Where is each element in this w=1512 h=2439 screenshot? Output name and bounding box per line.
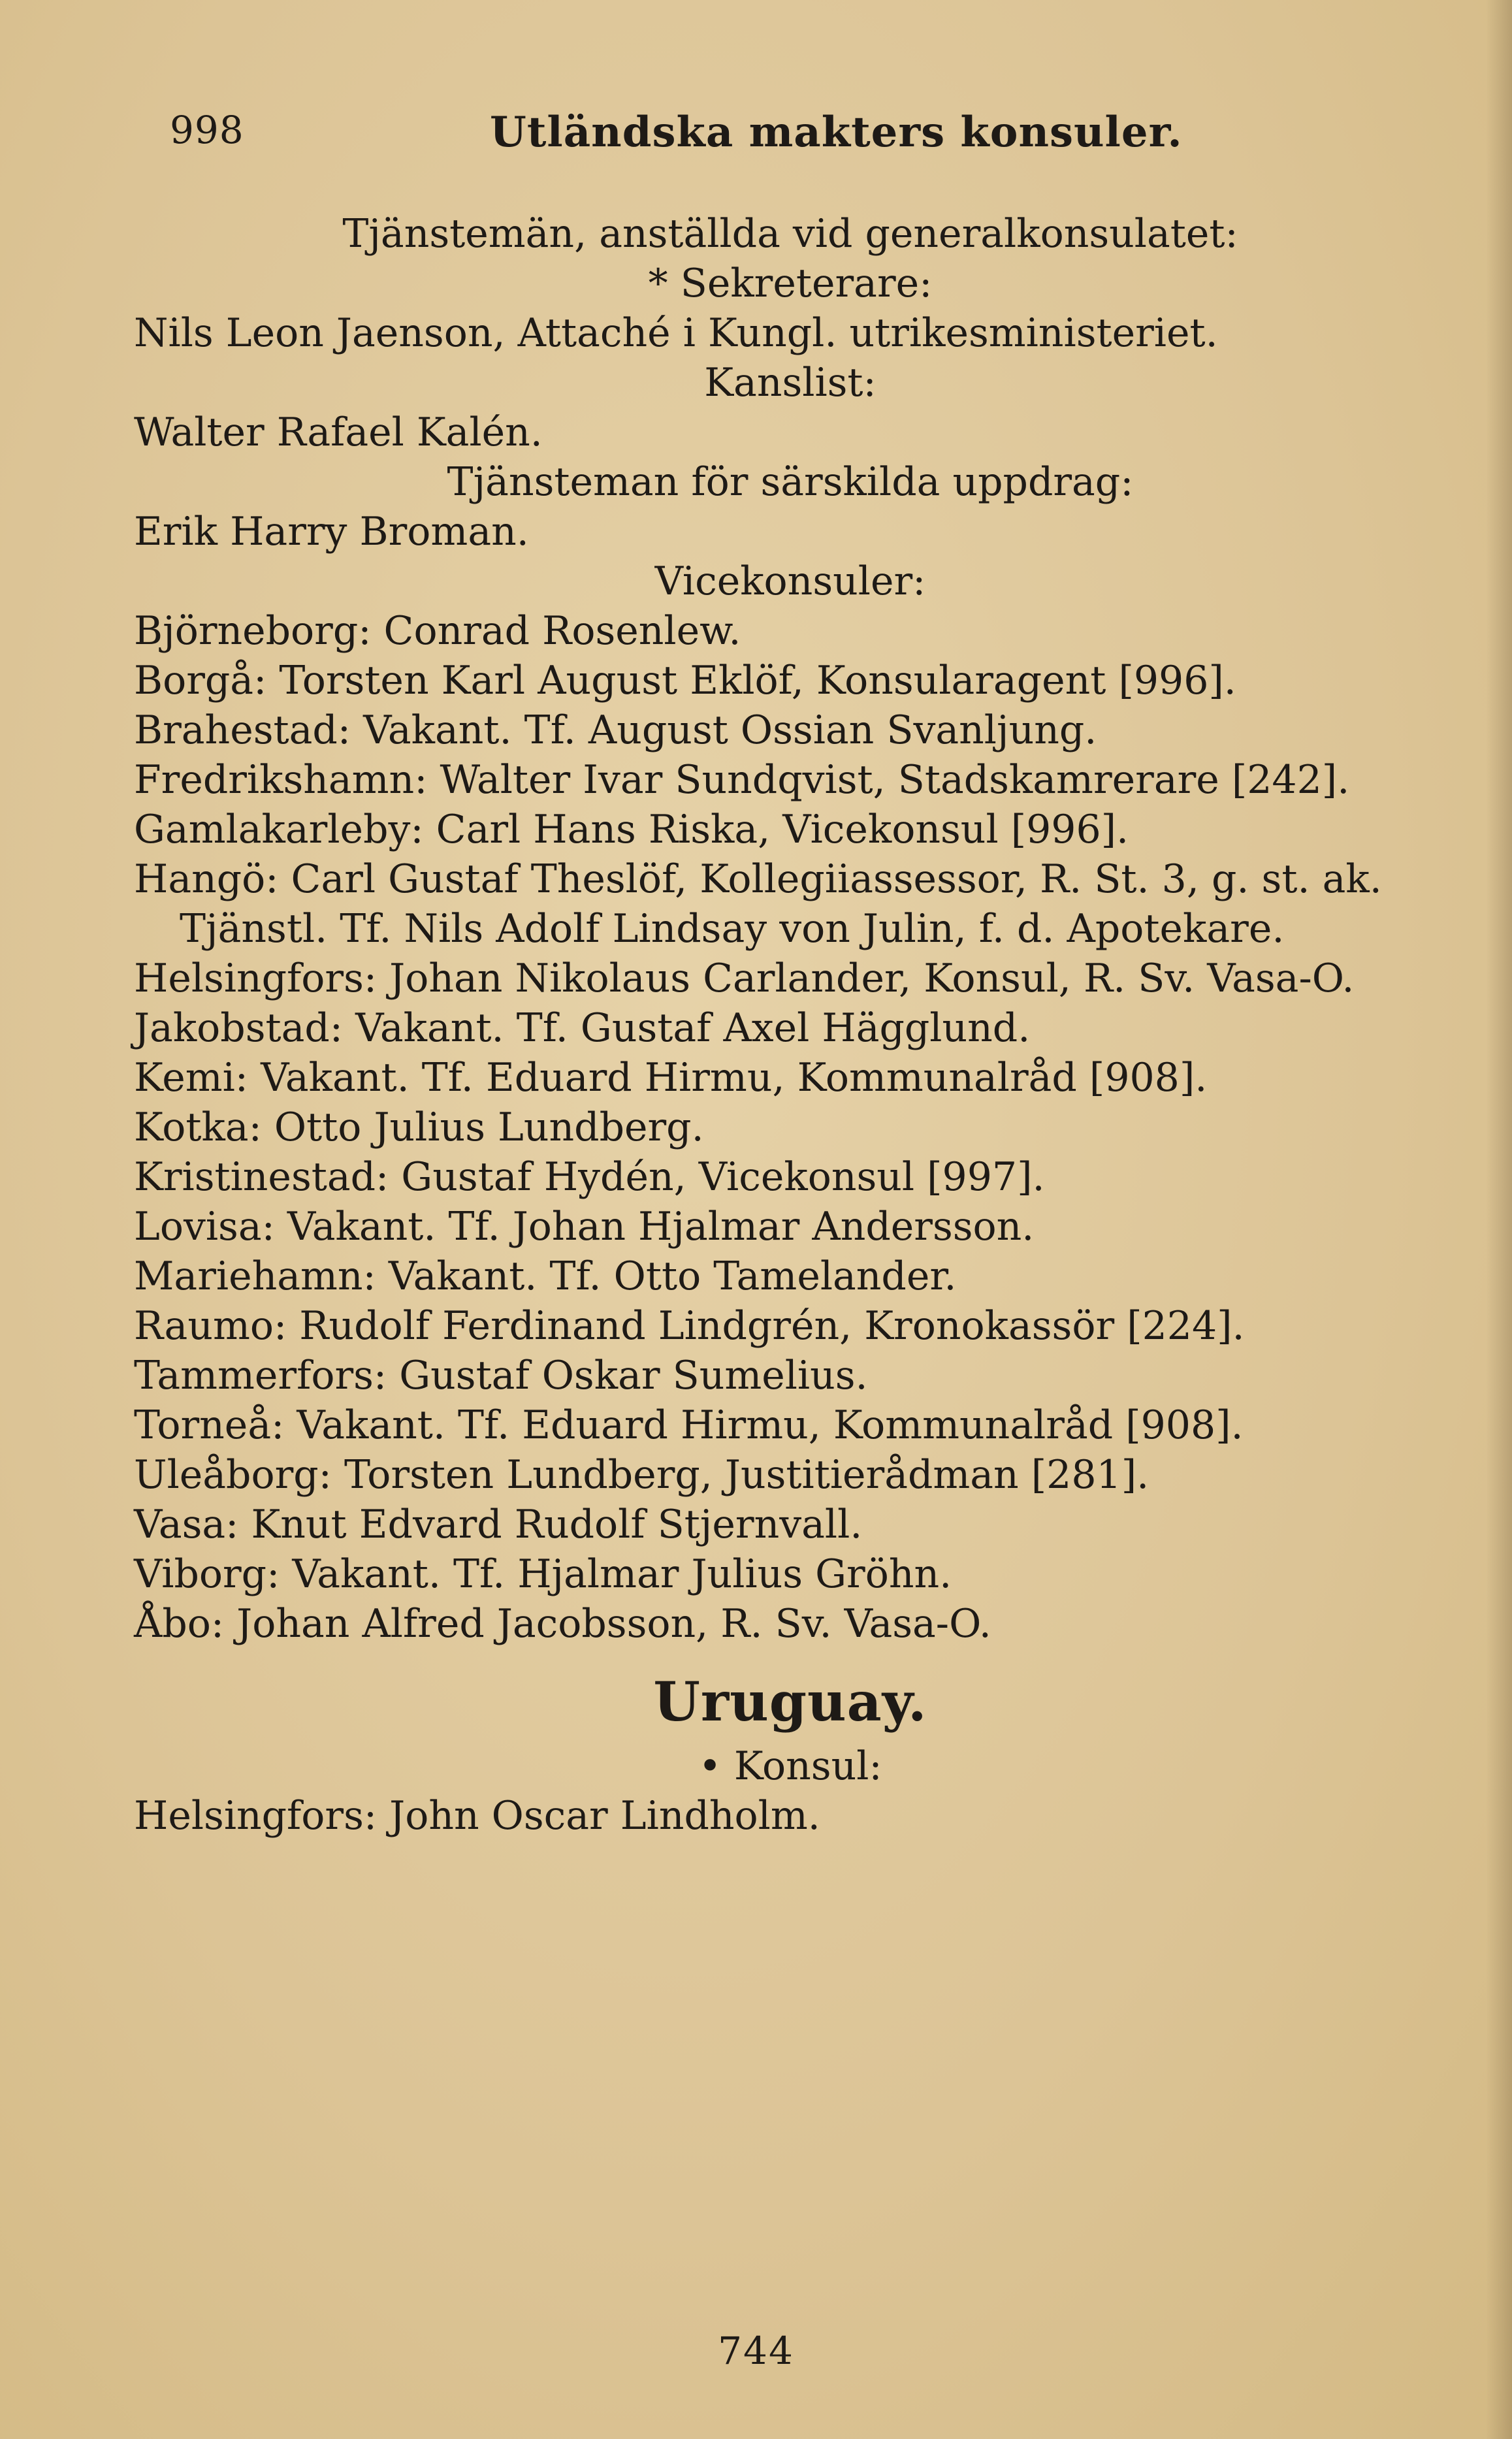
vice-consul-list [134, 606, 1447, 1649]
page-edge-shadow [1486, 0, 1512, 2439]
page-body [134, 209, 1447, 1841]
secretary-heading: * Sekreterare: [648, 261, 933, 306]
vice-consul-entry: Mariehamn: Vakant. Tf. Otto Tamelander. [134, 1253, 957, 1299]
page-number: 998 [170, 108, 244, 152]
staff-heading: Tjänstemän, anställda vid generalkonsulatet: [342, 211, 1238, 257]
vice-consul-entry: Gamlakarleby: Carl Hans Riska, Vicekonsul [996]. [134, 807, 1129, 852]
page-header [170, 108, 1411, 180]
consul-name: Helsingfors: John Oscar Lindholm. [134, 1793, 820, 1839]
special-heading: Tjänsteman för särskilda uppdrag: [447, 459, 1134, 505]
vice-consul-entry: Borgå: Torsten Karl August Eklöf, Konsularagent [996]. [134, 658, 1236, 703]
vice-consul-entry: Kristinestad: Gustaf Hydén, Vicekonsul [997]. [134, 1154, 1045, 1200]
vice-consul-entry: Raumo: Rudolf Ferdinand Lindgrén, Kronokassör [224]. [134, 1303, 1245, 1349]
clerk-name: Walter Rafael Kalén. [134, 410, 543, 455]
consul-heading: • Konsul: [698, 1743, 882, 1789]
special-name: Erik Harry Broman. [134, 509, 529, 555]
running-title: Utländska makters konsuler. [490, 108, 1183, 157]
vice-consul-entry: Fredrikshamn: Walter Ivar Sundqvist, Stadskamrerare [242]. [134, 757, 1350, 803]
vice-consul-entry: Åbo: Johan Alfred Jacobsson, R. Sv. Vasa-O. [134, 1601, 991, 1647]
vice-consul-entry: Torneå: Vakant. Tf. Eduard Hirmu, Kommunalråd [908]. [134, 1402, 1244, 1448]
vice-consul-entry: Vasa: Knut Edvard Rudolf Stjernvall. [134, 1502, 863, 1547]
vice-consul-entry: Kemi: Vakant. Tf. Eduard Hirmu, Kommunalråd [908]. [134, 1055, 1208, 1101]
vice-consul-entry: Lovisa: Vakant. Tf. Johan Hjalmar Andersson. [134, 1204, 1035, 1250]
vice-consul-entry: Viborg: Vakant. Tf. Hjalmar Julius Gröhn. [134, 1551, 952, 1597]
vice-consul-entry: Kotka: Otto Julius Lundberg. [134, 1105, 704, 1150]
vice-consul-entry: Björneborg: Conrad Rosenlew. [134, 608, 741, 654]
country-heading-uruguay: Uruguay. [653, 1671, 927, 1734]
vice-consul-entry: Uleåborg: Torsten Lundberg, Justitierådman [281]. [134, 1452, 1150, 1498]
vice-consul-entry: Jakobstad: Vakant. Tf. Gustaf Axel Hägglund. [134, 1005, 1031, 1051]
page-folio: 744 [718, 2329, 794, 2373]
clerk-heading: Kanslist: [704, 360, 877, 406]
vice-consul-entry: Tammerfors: Gustaf Oskar Sumelius. [134, 1353, 868, 1398]
vice-consuls-heading: Vicekonsuler: [654, 558, 926, 604]
vice-consul-entry: Hangö: Carl Gustaf Theslöf, Kollegiiassessor, R. St. 3, g. st. ak. Tjänstl. Tf. Nils Adolf Lindsay von Julin, f. d. Apotekare. [134, 856, 1382, 952]
vice-consul-entry: Brahestad: Vakant. Tf. August Ossian Svanljung. [134, 707, 1097, 753]
secretary-name: Nils Leon Jaenson, Attaché i Kungl. utrikesministeriet. [134, 310, 1218, 356]
vice-consul-entry: Helsingfors: Johan Nikolaus Carlander, Konsul, R. Sv. Vasa-O. [134, 956, 1355, 1001]
